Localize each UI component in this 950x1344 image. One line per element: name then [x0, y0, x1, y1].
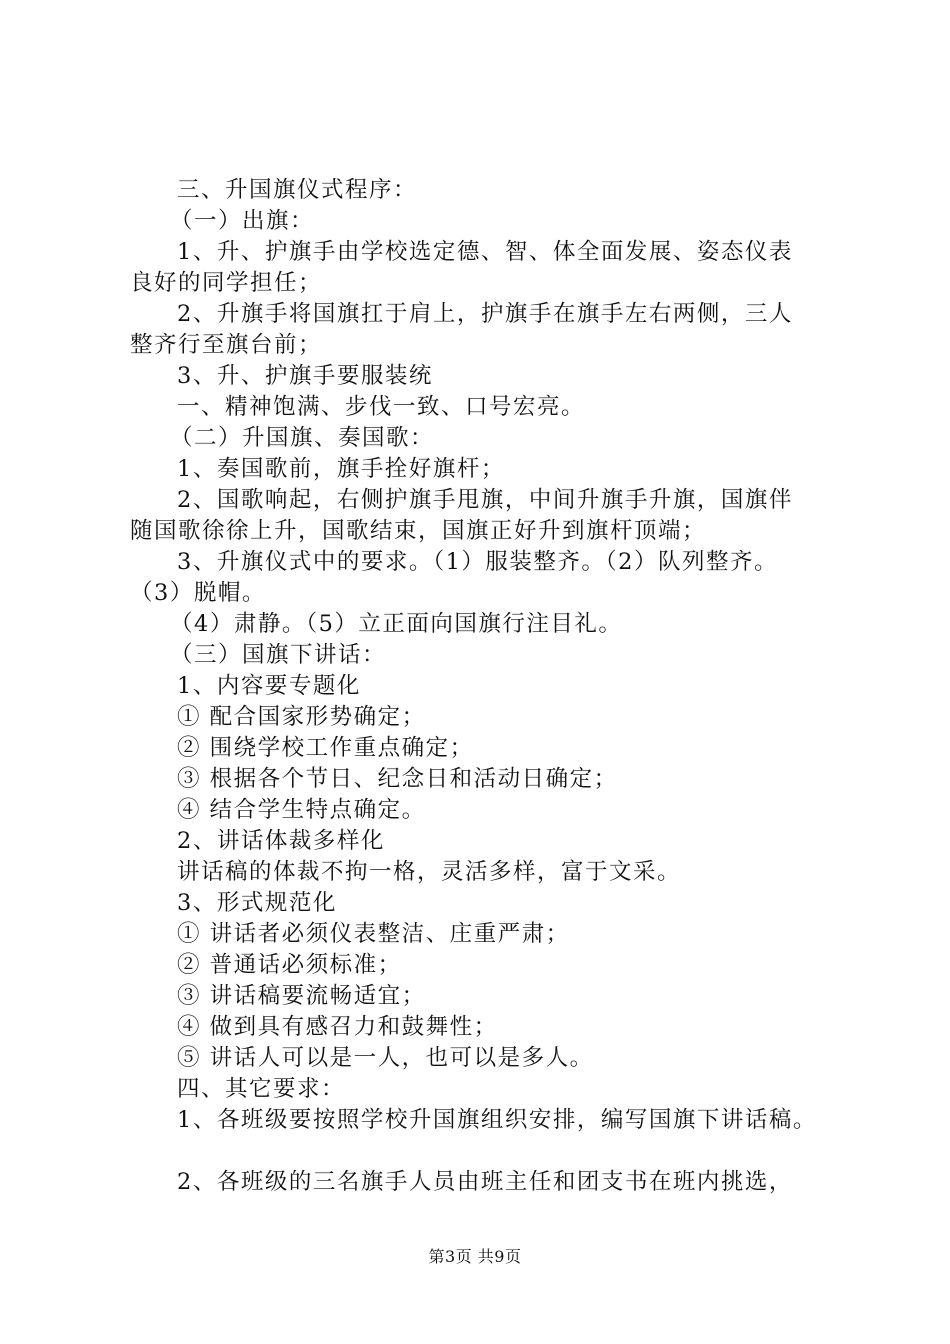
list-item: ③ 讲话稿要流畅适宜；: [177, 983, 426, 1009]
list-item: ③ 根据各个节日、纪念日和活动日确定；: [177, 766, 618, 792]
list-item: ④ 结合学生特点确定。: [177, 797, 426, 823]
paragraph-line: 2、各班级的三名旗手人员由班主任和团支书在班内挑选，: [177, 1169, 793, 1195]
paragraph-line: 1、内容要专题化: [177, 673, 361, 699]
page-footer: 第3页 共9页: [428, 1247, 522, 1266]
subsection-heading: （三）国旗下讲话：: [170, 642, 387, 668]
paragraph-line: 3、升、护旗手要服装统: [177, 363, 433, 389]
paragraph-line: （3）脱帽。: [130, 580, 266, 606]
list-item: ② 围绕学校工作重点确定；: [177, 735, 474, 761]
subsection-heading: （一）出旗：: [170, 208, 315, 234]
list-item: ① 讲话者必须仪表整洁、庄重严肃；: [177, 921, 570, 947]
paragraph-line: 1、升、护旗手由学校选定德、智、体全面发展、姿态仪表: [177, 239, 793, 265]
paragraph-line: 3、升旗仪式中的要求。（1）服装整齐。（2）队列整齐。: [177, 549, 778, 575]
paragraph-line: 1、各班级要按照学校升国旗组织安排，编写国旗下讲话稿。: [177, 1107, 817, 1133]
paragraph-line: 一、精神饱满、步伐一致、口号宏亮。: [177, 394, 586, 420]
paragraph-line: 良好的同学担任；: [130, 270, 323, 296]
paragraph-line: 整齐行至旗台前；: [130, 332, 323, 358]
subsection-heading: （二）升国旗、奏国歌：: [170, 425, 435, 451]
paragraph-line: 1、奏国歌前，旗手拴好旗杆；: [177, 456, 505, 482]
document-body: [130, 175, 850, 1198]
paragraph-line: 2、国歌响起，右侧护旗手甩旗，中间升旗手升旗，国旗伴: [177, 487, 793, 513]
paragraph-line: 随国歌徐徐上升，国歌结束，国旗正好升到旗杆顶端；: [130, 518, 707, 544]
paragraph-line: （4）肃静。（5）立正面向国旗行注目礼。: [170, 611, 623, 637]
paragraph-line: 2、讲话体裁多样化: [177, 828, 385, 854]
paragraph-line: 讲话稿的体裁不拘一格，灵活多样，富于文采。: [177, 859, 682, 885]
paragraph-line: 2、升旗手将国旗扛于肩上，护旗手在旗手左右两侧，三人: [177, 301, 793, 327]
list-item: ② 普通话必须标准；: [177, 952, 402, 978]
section-heading: 四、其它要求：: [177, 1076, 346, 1102]
section-heading: 三、升国旗仪式程序：: [177, 177, 418, 203]
paragraph-line: 3、形式规范化: [177, 890, 337, 916]
list-item: ④ 做到具有感召力和鼓舞性；: [177, 1014, 498, 1040]
list-item: ① 配合国家形势确定；: [177, 704, 426, 730]
list-item: ⑤ 讲话人可以是一人，也可以是多人。: [177, 1045, 594, 1071]
